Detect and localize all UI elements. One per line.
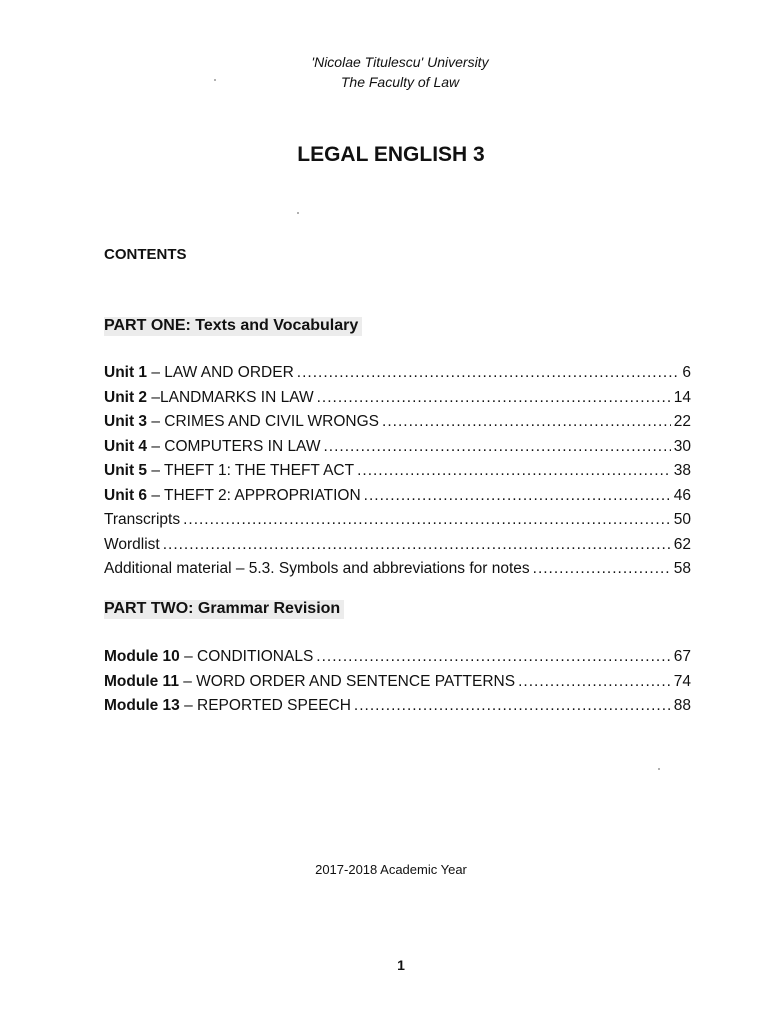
toc-entry-page: 46	[673, 486, 691, 504]
academic-year: 2017-2018 Academic Year	[315, 862, 467, 877]
toc-entry-page: 88	[673, 697, 691, 714]
header	[0, 52, 768, 92]
toc-entry-prefix: Module 10	[104, 648, 180, 665]
dot-leader	[382, 413, 671, 431]
dot-leader	[316, 648, 670, 666]
toc-entry-title: – COMPUTERS IN LAW	[147, 437, 321, 455]
toc-entry-title: Transcripts	[104, 511, 181, 528]
scan-speck	[214, 79, 216, 81]
toc-entry-title: –LANDMARKS IN LAW	[147, 388, 314, 406]
dot-leader	[297, 364, 680, 382]
toc-entry-page: 14	[673, 388, 691, 406]
toc-part-one	[104, 364, 691, 585]
toc-entry-prefix: Unit 2	[104, 388, 148, 406]
toc-entry	[104, 536, 691, 561]
toc-entry	[104, 364, 691, 389]
dot-leader	[357, 462, 671, 480]
page-number: 1	[397, 957, 405, 973]
toc-entry	[104, 673, 691, 698]
dot-leader	[163, 536, 671, 554]
part-two-heading: PART TWO: Grammar Revision	[104, 600, 344, 619]
part-one-heading: PART ONE: Texts and Vocabulary	[104, 317, 362, 336]
dot-leader	[183, 511, 671, 529]
toc-entry	[104, 389, 691, 414]
toc-entry-title: – WORD ORDER AND SENTENCE PATTERNS	[178, 672, 516, 690]
toc-entry-title: – REPORTED SPEECH	[179, 697, 351, 714]
toc-entry-title: – LAW AND ORDER	[147, 364, 294, 381]
toc-entry-prefix: Unit 1	[104, 364, 148, 381]
toc-entry-title: Wordlist	[104, 535, 160, 553]
dot-leader	[364, 487, 671, 505]
toc-entry-title: Additional material – 5.3. Symbols and abbreviations for notes	[104, 560, 530, 577]
toc-entry-prefix: Unit 5	[104, 462, 148, 479]
toc-entry-title: – THEFT 2: APPROPRIATION	[147, 486, 361, 504]
toc-entry-page: 38	[673, 462, 691, 479]
toc-entry	[104, 487, 691, 512]
toc-entry-prefix: Unit 3	[104, 413, 148, 430]
toc-entry	[104, 560, 691, 585]
contents-heading: CONTENTS	[104, 246, 187, 263]
toc-entry-page: 22	[673, 413, 691, 430]
toc-entry-prefix: Unit 6	[104, 486, 148, 504]
toc-entry	[104, 438, 691, 463]
dot-leader	[354, 697, 671, 715]
toc-entry-page: 74	[673, 672, 691, 690]
toc-entry-page: 58	[673, 560, 691, 577]
toc-entry	[104, 462, 691, 487]
university-name: 'Nicolae Titulescu' University	[311, 54, 489, 70]
toc-entry-prefix: Module 13	[104, 697, 180, 714]
toc-entry-prefix: Module 11	[104, 672, 179, 690]
toc-entry-title: – THEFT 1: THE THEFT ACT	[147, 462, 355, 479]
toc-entry-page: 50	[673, 511, 691, 528]
toc-entry	[104, 697, 691, 722]
toc-entry	[104, 413, 691, 438]
scan-speck	[658, 768, 660, 770]
toc-entry-title: – CONDITIONALS	[179, 648, 314, 665]
dot-leader	[533, 560, 671, 578]
toc-entry-page: 67	[673, 648, 691, 665]
toc-entry-prefix: Unit 4	[104, 437, 148, 455]
toc-entry	[104, 511, 691, 536]
dot-leader	[317, 389, 671, 407]
toc-entry-title: – CRIMES AND CIVIL WRONGS	[147, 413, 380, 430]
toc-entry-page: 62	[673, 535, 691, 553]
toc-part-two	[104, 648, 691, 722]
dot-leader	[518, 673, 671, 691]
faculty-name: The Faculty of Law	[340, 74, 460, 90]
toc-entry-page: 30	[673, 437, 691, 455]
toc-entry-page: 6	[682, 364, 691, 381]
scan-speck	[297, 212, 299, 214]
document-title: LEGAL ENGLISH 3	[297, 143, 485, 166]
dot-leader	[323, 438, 670, 456]
toc-entry	[104, 648, 691, 673]
